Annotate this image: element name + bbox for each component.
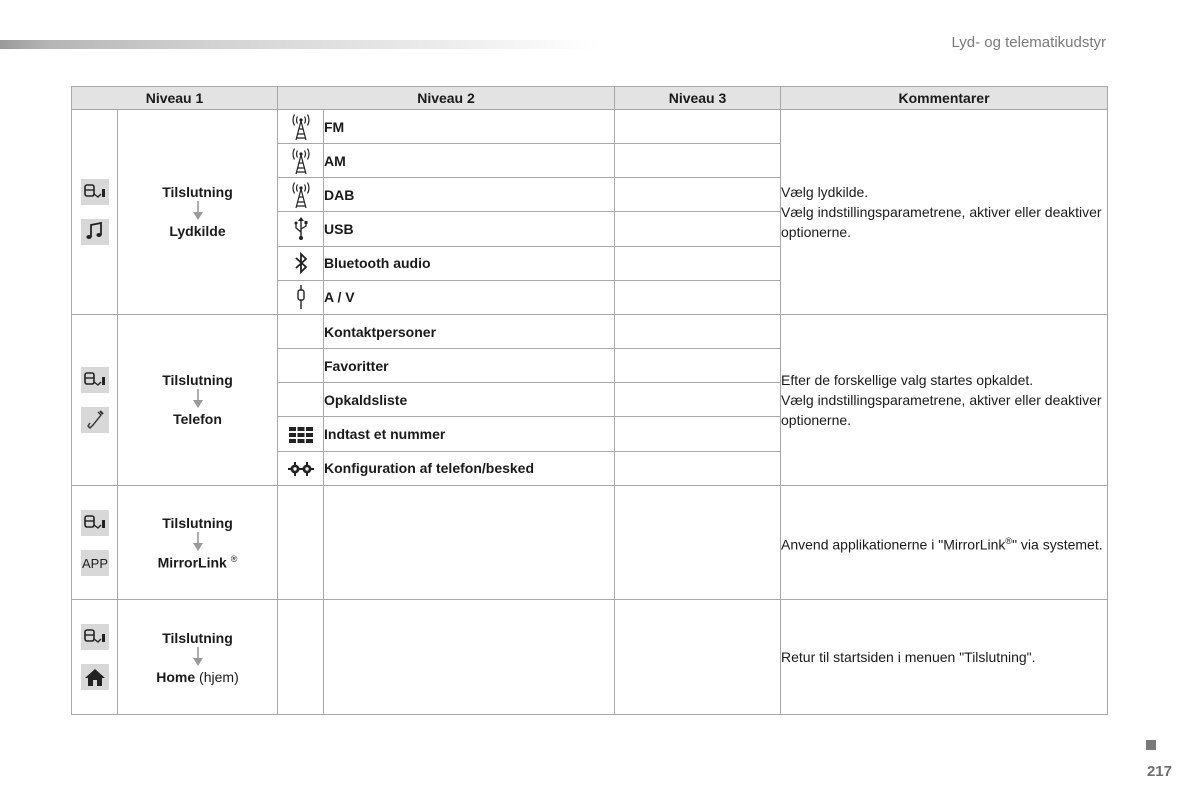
comment-line: Vælg lydkilde. (781, 183, 869, 200)
level3-cell (615, 417, 781, 451)
phone-handset-icon (81, 407, 109, 433)
comment-cell (781, 314, 1108, 485)
level3-cell (615, 600, 781, 715)
level2-icon-cell (278, 246, 324, 280)
level2-item: A / V (324, 280, 615, 314)
level3-cell (615, 144, 781, 178)
level2-icon-cell (278, 144, 324, 178)
level2-item: Opkaldsliste (324, 383, 615, 417)
arrow-down-icon (192, 201, 204, 221)
level2-item: USB (324, 212, 615, 246)
level2-icon-cell (278, 349, 324, 383)
level1-label: Tilslutning (162, 514, 233, 531)
radio-tower-icon (289, 147, 313, 175)
registered-mark: ® (230, 553, 238, 564)
keypad-icon (289, 427, 313, 443)
header-niveau-3: Niveau 3 (615, 87, 781, 110)
level2-item: Kontaktpersoner (324, 314, 615, 348)
level2-icon-cell (278, 280, 324, 314)
level2-item: Favoritter (324, 349, 615, 383)
level1-sublabel: Telefon (173, 411, 222, 428)
level2-icon-cell (278, 600, 324, 715)
level2-item: FM (324, 110, 615, 144)
level1-cell (118, 600, 278, 715)
jack-plug-icon (291, 284, 311, 310)
comment-text: " via systemet. (1012, 536, 1103, 553)
level2-icon-cell (278, 485, 324, 600)
connection-icon (81, 179, 109, 205)
level2-icon-cell (278, 417, 324, 451)
level2-item: Bluetooth audio (324, 246, 615, 280)
level1-sublabel-wrap (118, 669, 277, 685)
level1-sublabel-suffix: (hjem) (195, 668, 239, 685)
menu-table (71, 86, 1108, 715)
connection-icon (81, 624, 109, 650)
level3-cell (615, 110, 781, 144)
level1-icons-cell (72, 485, 118, 600)
table-row (72, 314, 1108, 348)
comment-cell (781, 485, 1108, 600)
level1-icons-cell (72, 314, 118, 485)
comment-line: Efter de forskellige valg startes opkaldet. (781, 371, 1034, 388)
connection-icon (81, 510, 109, 536)
table-row (72, 485, 1108, 600)
level3-cell (615, 349, 781, 383)
level3-cell (615, 383, 781, 417)
music-note-icon (81, 219, 109, 245)
radio-tower-icon (289, 113, 313, 141)
level3-cell (615, 314, 781, 348)
level3-cell (615, 212, 781, 246)
level2-item: Konfiguration af telefon/besked (324, 451, 615, 485)
header-kommentarer: Kommentarer (781, 87, 1108, 110)
level1-sublabel: Home (156, 668, 196, 685)
level1-sublabel: MirrorLink (157, 554, 227, 571)
level3-cell (615, 280, 781, 314)
bluetooth-icon (291, 250, 311, 276)
table-row (72, 110, 1108, 144)
app-icon (81, 550, 109, 576)
table-header-row (72, 87, 1108, 110)
page-marker (1146, 740, 1156, 750)
arrow-down-icon (192, 532, 204, 552)
section-title: Lyd- og telematikudstyr (951, 34, 1106, 51)
level1-label: Tilslutning (162, 372, 233, 389)
radio-tower-icon (289, 181, 313, 209)
connection-icon (81, 367, 109, 393)
level2-icon-cell (278, 451, 324, 485)
page-number: 217 (1146, 763, 1172, 780)
level1-sublabel: Lydkilde (169, 223, 226, 240)
header-niveau-1: Niveau 1 (72, 87, 278, 110)
home-icon (81, 664, 109, 690)
level1-label: Tilslutning (162, 184, 233, 201)
usb-icon (291, 216, 311, 242)
app-icon-text: APP (81, 555, 108, 571)
level3-cell (615, 246, 781, 280)
level1-cell (118, 314, 278, 485)
level2-icon-cell (278, 178, 324, 212)
arrow-down-icon (192, 647, 204, 667)
level3-cell (615, 451, 781, 485)
level1-cell (118, 485, 278, 600)
level1-icons-cell (72, 110, 118, 315)
comment-line: Vælg indstillingsparametrene, aktiver eller deaktiver optionerne. (781, 203, 1102, 240)
level1-cell (118, 110, 278, 315)
header-gradient-bar (0, 40, 600, 49)
table-row (72, 600, 1108, 715)
gears-icon (288, 462, 314, 476)
comment-cell (781, 110, 1108, 315)
header-niveau-2: Niveau 2 (278, 87, 615, 110)
comment-line: Vælg indstillingsparametrene, aktiver eller deaktiver optionerne. (781, 391, 1102, 428)
comment-text: Anvend applikationerne i "MirrorLink (781, 536, 1006, 553)
level1-sublabel-wrap (118, 554, 277, 571)
level3-cell (615, 485, 781, 600)
level2-icon-cell (278, 383, 324, 417)
level1-label: Tilslutning (162, 629, 233, 646)
level2-item (324, 600, 615, 715)
level2-item: Indtast et nummer (324, 417, 615, 451)
level2-item (324, 485, 615, 600)
registered-mark: ® (1005, 535, 1013, 546)
arrow-down-icon (192, 389, 204, 409)
level2-item: AM (324, 144, 615, 178)
level2-item: DAB (324, 178, 615, 212)
level2-icon-cell (278, 212, 324, 246)
level1-icons-cell (72, 600, 118, 715)
level3-cell (615, 178, 781, 212)
level2-icon-cell (278, 314, 324, 348)
level2-icon-cell (278, 110, 324, 144)
comment-cell: Retur til startsiden i menuen "Tilslutning". (781, 600, 1108, 715)
